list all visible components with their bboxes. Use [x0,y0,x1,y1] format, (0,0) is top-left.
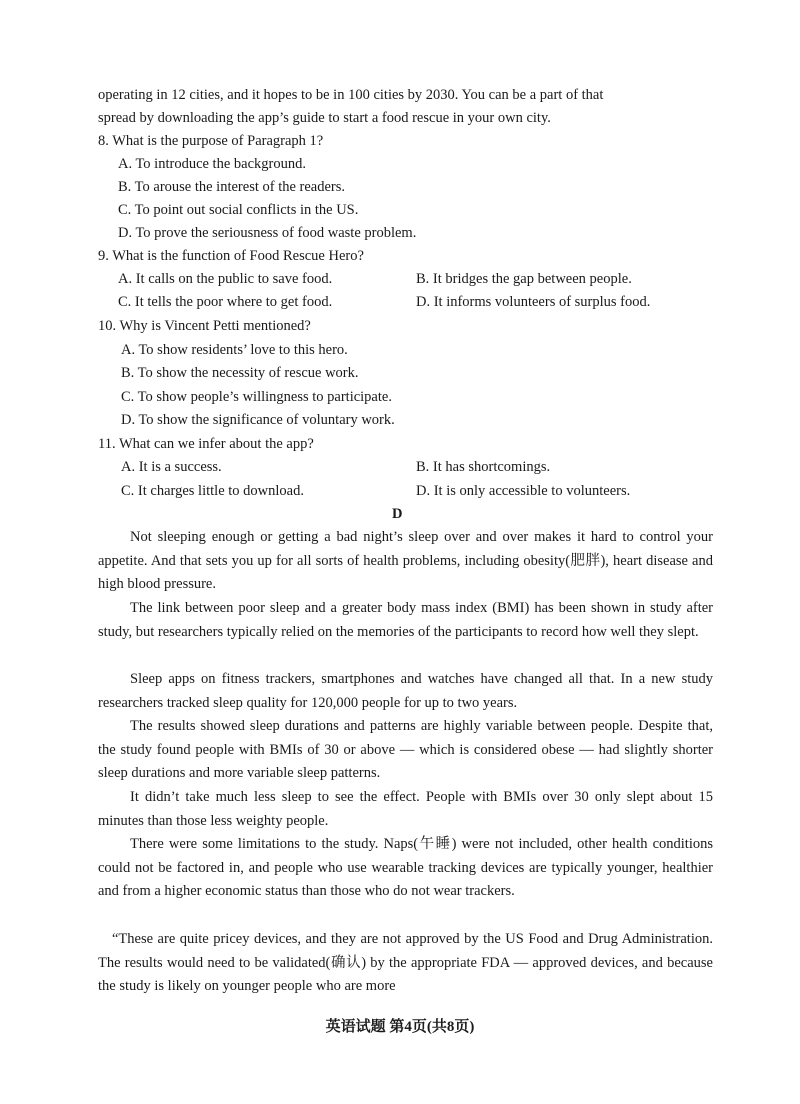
question-10-option-d: D. To show the significance of voluntary work. [121,412,395,428]
section-d-heading: D [392,506,403,522]
question-8-option-b: B. To arouse the interest of the readers. [118,179,346,195]
question-8-option-a: A. To introduce the background. [118,156,306,172]
question-10-stem: 10. Why is Vincent Petti mentioned? [98,318,311,334]
question-10-option-b: B. To show the necessity of rescue work. [121,365,359,381]
question-9-option-d: D. It informs volunteers of surplus food. [416,294,651,310]
question-10-option-c: C. To show people’s willingness to participate. [121,389,392,405]
question-8-option-c: C. To point out social conflicts in the US. [118,202,359,218]
question-9-option-a: A. It calls on the public to save food. [118,271,333,287]
passage-c-line-2: spread by downloading the app’s guide to start a food rescue in your own city. [98,110,551,126]
question-8-option-d: D. To prove the seriousness of food waste problem. [118,225,417,241]
question-11-option-a: A. It is a success. [121,459,222,475]
question-9-option-c: C. It tells the poor where to get food. [118,294,333,310]
passage-d-paragraph-1: Not sleeping enough or getting a bad night’s sleep over and over makes it hard to control your appetite. And that sets you up for all sorts of health problems, including obesity(肥胖), heart disease and high blood pressure. [98,529,713,593]
passage-d-paragraph-3: Sleep apps on fitness trackers, smartphones and watches have changed all that. In a new study researchers tracked sleep quality for 120,000 people for up to two years. [98,671,713,711]
question-8-stem: 8. What is the purpose of Paragraph 1? [98,133,324,149]
question-11-stem: 11. What can we infer about the app? [98,436,314,452]
page-footer: 英语试题 第4页(共8页) [325,1019,475,1035]
question-11-option-d: D. It is only accessible to volunteers. [416,483,631,499]
passage-d-paragraph-4: The results showed sleep durations and patterns are highly variable between people. Despite that, the study found people with BMIs of 30 or above — which is considered obese — had slightly shorter sleep durations and more variable sleep patterns. [98,718,713,782]
passage-c-line-1: operating in 12 cities, and it hopes to be in 100 cities by 2030. You can be a part of that [98,87,604,103]
passage-d-paragraph-7: “These are quite pricey devices, and they are not approved by the US Food and Drug Administration. The results would need to be validated(确认) by the appropriate FDA — approved devices, and because the study is likely on younger people who are more [98,931,713,995]
question-9-option-b: B. It bridges the gap between people. [416,271,632,287]
question-9-stem: 9. What is the function of Food Rescue Hero? [98,248,364,264]
question-11-option-c: C. It charges little to download. [121,483,304,499]
passage-d-paragraph-5: It didn’t take much less sleep to see the effect. People with BMIs over 30 only slept about 15 minutes than those less weighty people. [98,789,713,829]
question-10-option-a: A. To show residents’ love to this hero. [121,342,348,358]
passage-d-paragraph-2: The link between poor sleep and a greater body mass index (BMI) has been shown in study after study, but researchers typically relied on the memories of the participants to record how well they slept. [98,600,713,640]
passage-d-paragraph-6: There were some limitations to the study. Naps(午睡) were not included, other health conditions could not be factored in, and people who use wearable tracking devices are typically younger, healthier and from a higher economic status than those who do not wear trackers. [98,836,713,900]
question-11-option-b: B. It has shortcomings. [416,459,551,475]
